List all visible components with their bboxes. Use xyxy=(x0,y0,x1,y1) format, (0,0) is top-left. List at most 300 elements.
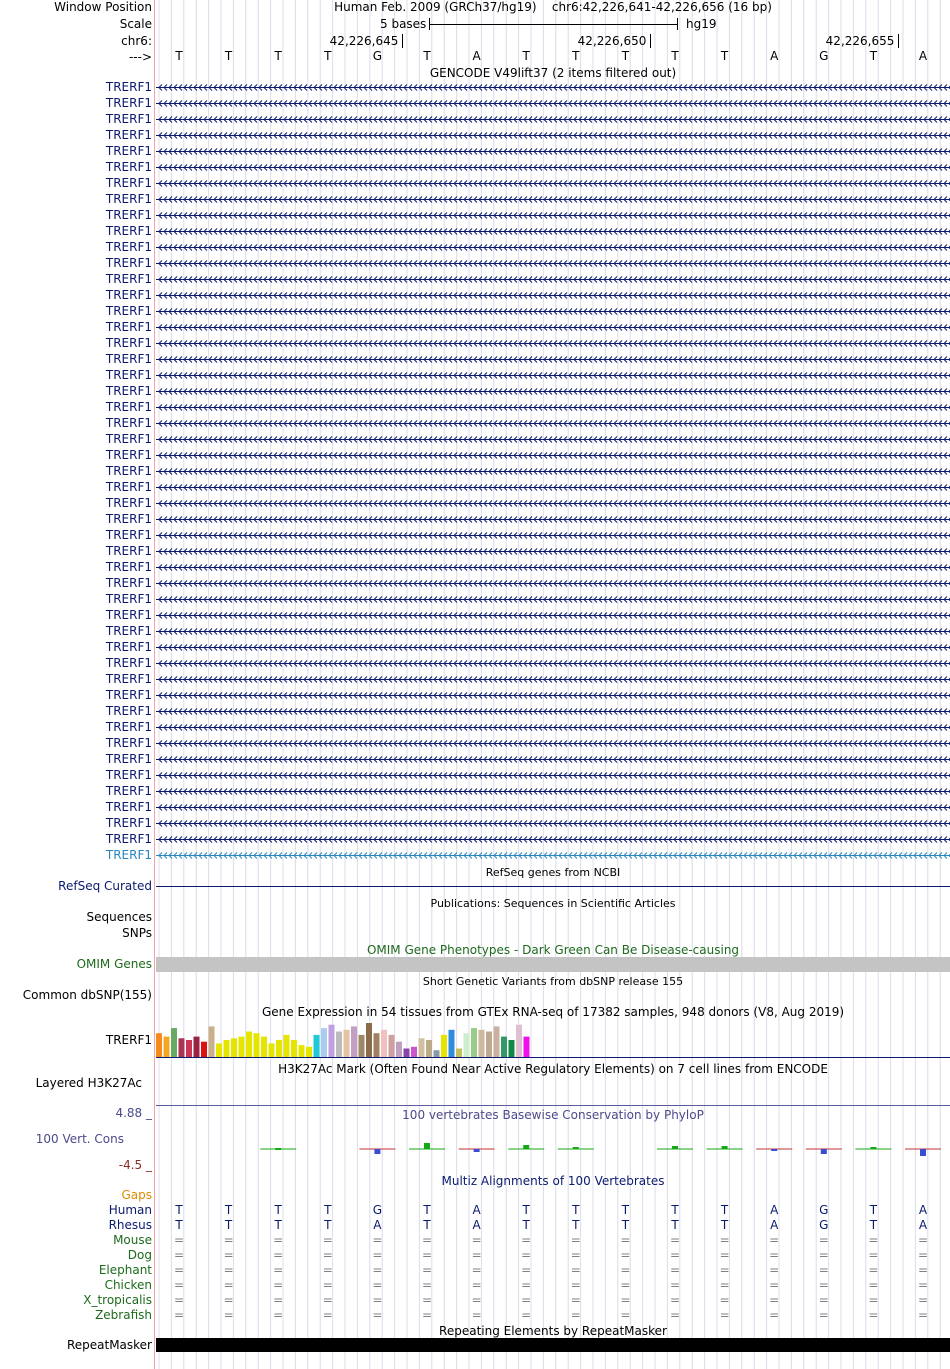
gencode-gene-row[interactable] xyxy=(156,771,950,780)
gencode-gene-row[interactable] xyxy=(156,707,950,716)
gencode-gene-label[interactable]: TRERF1 xyxy=(105,464,152,478)
gencode-gene-row[interactable] xyxy=(156,579,950,588)
gtex-tissue-bar[interactable] xyxy=(291,1040,297,1057)
alignment-base: = xyxy=(471,1278,482,1292)
alignment-base: T xyxy=(175,1218,183,1232)
alignment-base: = xyxy=(273,1278,284,1292)
alignment-base: = xyxy=(769,1263,780,1277)
gtex-tissue-bar[interactable] xyxy=(434,1050,440,1057)
gencode-gene-row[interactable] xyxy=(156,403,950,412)
gencode-gene-label[interactable]: TRERF1 xyxy=(105,528,152,542)
alignment-base: = xyxy=(223,1308,234,1322)
gtex-label[interactable]: TRERF1 xyxy=(105,1033,152,1047)
refseq-track-title: RefSeq genes from NCBI xyxy=(485,866,621,879)
alignment-base: T xyxy=(720,1203,729,1217)
gencode-gene-row[interactable] xyxy=(156,787,950,796)
gencode-gene-row[interactable] xyxy=(156,99,950,108)
scale-label: Scale xyxy=(119,17,152,31)
gencode-gene-label[interactable]: TRERF1 xyxy=(105,608,152,622)
gtex-expression-bars[interactable] xyxy=(156,1020,950,1058)
gencode-gene-row[interactable] xyxy=(156,451,950,460)
species-label[interactable]: Human xyxy=(108,1203,152,1217)
scale-text: 5 bases xyxy=(380,17,427,31)
gtex-tissue-bar[interactable] xyxy=(201,1042,207,1057)
alignment-base: = xyxy=(421,1293,433,1307)
alignment-base: = xyxy=(322,1233,333,1247)
species-label[interactable]: X_tropicalis xyxy=(83,1293,152,1307)
gtex-tissue-bar[interactable] xyxy=(449,1030,455,1057)
gtex-tissue-bar[interactable] xyxy=(186,1040,192,1057)
alignment-base: = xyxy=(917,1248,929,1262)
alignment-base: = xyxy=(818,1263,829,1277)
base-letter: A xyxy=(918,49,928,63)
gtex-tissue-bar[interactable] xyxy=(366,1023,372,1057)
alignment-base: A xyxy=(918,1218,928,1232)
alignment-base: = xyxy=(620,1263,631,1277)
alignment-base: = xyxy=(173,1278,185,1292)
alignment-base: = xyxy=(868,1248,879,1262)
alignment-base: = xyxy=(868,1308,879,1322)
gtex-tissue-bar[interactable] xyxy=(216,1043,222,1057)
gtex-tissue-bar[interactable] xyxy=(179,1038,185,1057)
phylop-track-title: 100 vertebrates Basewise Conservation by PhyloP xyxy=(402,1108,704,1122)
alignment-base: = xyxy=(917,1233,929,1247)
gtex-tissue-bar[interactable] xyxy=(329,1025,335,1057)
alignment-base: = xyxy=(719,1233,730,1247)
gencode-gene-label[interactable]: TRERF1 xyxy=(105,704,152,718)
refseq-gene-line[interactable] xyxy=(156,886,950,887)
phylop-score-mark xyxy=(424,1143,430,1149)
gencode-gene-row[interactable] xyxy=(156,195,950,204)
gtex-tissue-bar[interactable] xyxy=(284,1035,290,1057)
alignment-base: = xyxy=(917,1263,929,1277)
alignment-base: = xyxy=(917,1308,929,1322)
gtex-tissue-bar[interactable] xyxy=(501,1037,507,1057)
omim-label[interactable]: OMIM Genes xyxy=(76,957,152,971)
gencode-gene-row[interactable] xyxy=(156,371,950,380)
coordinate-tick xyxy=(650,34,651,48)
alignment-base: = xyxy=(223,1263,234,1277)
repeatmasker-bar[interactable] xyxy=(156,1338,950,1352)
gencode-gene-label[interactable]: TRERF1 xyxy=(105,784,152,798)
publications-snps-label[interactable]: SNPs xyxy=(122,926,152,940)
gencode-gene-row[interactable] xyxy=(156,755,950,764)
alignment-base: G xyxy=(819,1218,829,1232)
gencode-gene-label[interactable]: TRERF1 xyxy=(105,352,152,366)
alignment-base: = xyxy=(868,1263,879,1277)
alignment-base: = xyxy=(769,1278,780,1292)
alignment-base: = xyxy=(620,1248,631,1262)
alignment-base: = xyxy=(818,1293,829,1307)
gencode-gene-label[interactable]: TRERF1 xyxy=(105,384,152,398)
gencode-gene-row[interactable] xyxy=(156,643,950,652)
base-letter: T xyxy=(274,49,282,63)
gencode-gene-label[interactable]: TRERF1 xyxy=(105,96,152,110)
gencode-gene-row[interactable] xyxy=(156,483,950,492)
gtex-tissue-bar[interactable] xyxy=(404,1049,410,1058)
gencode-gene-row[interactable] xyxy=(156,323,950,332)
alignment-base: = xyxy=(421,1248,433,1262)
gencode-gene-label[interactable]: TRERF1 xyxy=(105,368,152,382)
multiz-track-title: Multiz Alignments of 100 Vertebrates xyxy=(441,1174,665,1188)
alignment-base: = xyxy=(521,1263,532,1277)
gencode-gene-label[interactable]: TRERF1 xyxy=(105,256,152,270)
phylop-score-mark xyxy=(870,1147,876,1149)
gencode-gene-label[interactable]: TRERF1 xyxy=(105,336,152,350)
gtex-tissue-bar[interactable] xyxy=(509,1040,515,1057)
gencode-gene-label[interactable]: TRERF1 xyxy=(105,80,152,94)
phylop-max-label: 4.88 _ xyxy=(115,1106,152,1120)
alignment-base: = xyxy=(173,1233,185,1247)
gencode-gene-row[interactable] xyxy=(156,419,950,428)
gtex-tissue-bar[interactable] xyxy=(171,1028,177,1057)
alignment-base: A xyxy=(472,1203,481,1217)
gencode-gene-row[interactable] xyxy=(156,179,950,188)
gtex-tissue-bar[interactable] xyxy=(426,1040,432,1057)
gtex-tissue-bar[interactable] xyxy=(269,1043,275,1057)
gencode-gene-row[interactable] xyxy=(156,515,950,524)
gtex-tissue-bar[interactable] xyxy=(411,1047,417,1057)
gencode-gene-row[interactable] xyxy=(156,211,950,220)
phylop-conservation-plot[interactable] xyxy=(156,1125,950,1173)
gtex-tissue-bar[interactable] xyxy=(359,1035,365,1057)
gencode-gene-label[interactable]: TRERF1 xyxy=(105,544,152,558)
alignment-base: = xyxy=(273,1248,284,1262)
gencode-gene-label[interactable]: TRERF1 xyxy=(105,144,152,158)
gtex-tissue-bar[interactable] xyxy=(464,1033,470,1057)
gtex-tissue-bar[interactable] xyxy=(486,1032,492,1058)
gencode-gene-label[interactable]: TRERF1 xyxy=(105,592,152,606)
gtex-tissue-bar[interactable] xyxy=(156,1033,162,1057)
gtex-tissue-bar[interactable] xyxy=(209,1026,215,1057)
gencode-gene-row[interactable] xyxy=(156,275,950,284)
gencode-gene-label[interactable]: TRERF1 xyxy=(105,816,152,830)
alignment-base: = xyxy=(570,1293,581,1307)
gtex-tissue-bar[interactable] xyxy=(494,1026,500,1057)
alignment-base: = xyxy=(273,1233,284,1247)
alignment-base: = xyxy=(769,1293,780,1307)
alignment-base: = xyxy=(372,1278,383,1292)
gtex-tissue-bar[interactable] xyxy=(194,1037,200,1057)
species-label[interactable]: Dog xyxy=(127,1248,152,1262)
phylop-score-mark xyxy=(573,1147,579,1149)
alignment-base: A xyxy=(770,1203,779,1217)
gencode-gene-label[interactable]: TRERF1 xyxy=(105,400,152,414)
gencode-gene-row[interactable] xyxy=(156,675,950,684)
alignment-base: = xyxy=(173,1248,185,1262)
gencode-gene-label[interactable]: TRERF1 xyxy=(105,624,152,638)
gencode-gene-row[interactable] xyxy=(156,531,950,540)
gtex-tissue-bar[interactable] xyxy=(381,1030,387,1057)
alignment-base: T xyxy=(671,1218,679,1232)
alignment-base: = xyxy=(421,1278,433,1292)
gtex-tissue-bar[interactable] xyxy=(456,1049,462,1058)
gtex-tissue-bar[interactable] xyxy=(239,1037,245,1057)
alignment-base: = xyxy=(471,1293,482,1307)
alignment-base: G xyxy=(372,1203,383,1217)
gtex-tissue-bar[interactable] xyxy=(419,1038,425,1057)
phylop-score-mark xyxy=(771,1149,777,1151)
gtex-tissue-bar[interactable] xyxy=(524,1037,530,1057)
gencode-gene-row[interactable] xyxy=(156,131,950,140)
species-label[interactable]: Elephant xyxy=(98,1263,152,1277)
repeatmasker-label[interactable]: RepeatMasker xyxy=(66,1338,152,1352)
gtex-tissue-bar[interactable] xyxy=(224,1040,230,1057)
gencode-gene-row[interactable] xyxy=(156,435,950,444)
gencode-gene-label[interactable]: TRERF1 xyxy=(105,848,152,862)
gtex-tissue-bar[interactable] xyxy=(314,1035,320,1057)
alignment-base: = xyxy=(719,1308,730,1322)
gencode-gene-row[interactable] xyxy=(156,467,950,476)
alignment-base: = xyxy=(669,1293,681,1307)
gtex-tissue-bar[interactable] xyxy=(299,1045,305,1057)
gencode-gene-row[interactable] xyxy=(156,387,950,396)
alignment-base: = xyxy=(769,1233,780,1247)
gencode-gene-row[interactable] xyxy=(156,547,950,556)
gencode-gene-row[interactable] xyxy=(156,739,950,748)
gencode-gene-label[interactable]: TRERF1 xyxy=(105,768,152,782)
gencode-gene-row[interactable] xyxy=(156,115,950,124)
alignment-base: = xyxy=(669,1308,681,1322)
gtex-tissue-bar[interactable] xyxy=(479,1030,485,1057)
dbsnp-label[interactable]: Common dbSNP(155) xyxy=(22,988,152,1002)
refseq-label[interactable]: RefSeq Curated xyxy=(58,879,152,893)
gencode-gene-label[interactable]: TRERF1 xyxy=(105,272,152,286)
phylop-score-mark xyxy=(275,1148,281,1150)
gencode-gene-row[interactable] xyxy=(156,595,950,604)
gtex-tissue-bar[interactable] xyxy=(254,1033,260,1057)
gtex-tissue-bar[interactable] xyxy=(321,1028,327,1057)
base-letter: T xyxy=(572,49,580,63)
base-letter: T xyxy=(869,49,878,63)
alignment-base: = xyxy=(669,1233,681,1247)
gtex-tissue-bar[interactable] xyxy=(164,1037,170,1057)
species-label[interactable]: Rhesus xyxy=(108,1218,152,1232)
alignment-base: = xyxy=(372,1233,383,1247)
gencode-gene-row[interactable] xyxy=(156,259,950,268)
gencode-gene-label[interactable]: TRERF1 xyxy=(105,656,152,670)
alignment-base: = xyxy=(917,1293,929,1307)
gencode-gene-label[interactable]: TRERF1 xyxy=(105,112,152,126)
gencode-gene-row[interactable] xyxy=(156,803,950,812)
gencode-gene-label[interactable]: TRERF1 xyxy=(105,688,152,702)
gencode-gene-label[interactable]: TRERF1 xyxy=(105,128,152,142)
alignment-base: = xyxy=(223,1293,234,1307)
alignment-base: = xyxy=(669,1263,681,1277)
gtex-tissue-bar[interactable] xyxy=(516,1025,522,1057)
strand-label: ---> xyxy=(128,50,152,64)
position-header xyxy=(156,0,950,14)
gencode-gene-label[interactable]: TRERF1 xyxy=(105,320,152,334)
alignment-base: T xyxy=(671,1203,679,1217)
alignment-base: T xyxy=(423,1218,431,1232)
species-label[interactable]: Chicken xyxy=(104,1278,152,1292)
gencode-gene-label[interactable]: TRERF1 xyxy=(105,480,152,494)
alignment-base: = xyxy=(322,1278,333,1292)
gtex-tissue-bar[interactable] xyxy=(344,1030,350,1057)
alignment-base: = xyxy=(273,1308,284,1322)
alignment-base: = xyxy=(719,1278,730,1292)
alignment-base: = xyxy=(173,1293,185,1307)
gencode-gene-label[interactable]: TRERF1 xyxy=(105,208,152,222)
alignment-base: = xyxy=(223,1248,234,1262)
alignment-base: = xyxy=(620,1293,631,1307)
gencode-gene-label[interactable]: TRERF1 xyxy=(105,416,152,430)
gencode-gene-label[interactable]: TRERF1 xyxy=(105,832,152,846)
gencode-gene-row[interactable] xyxy=(156,819,950,828)
base-letter: T xyxy=(720,49,729,63)
gencode-gene-row[interactable] xyxy=(156,659,950,668)
omim-bar[interactable] xyxy=(156,957,950,972)
base-letter: T xyxy=(324,49,332,63)
gencode-gene-row[interactable] xyxy=(156,627,950,636)
gencode-gene-row[interactable] xyxy=(156,307,950,316)
alignment-base: T xyxy=(621,1218,630,1232)
alignment-base: T xyxy=(423,1203,431,1217)
base-letter: G xyxy=(372,49,383,63)
label-separator xyxy=(154,0,155,1369)
alignment-base: T xyxy=(572,1203,580,1217)
gencode-gene-row[interactable] xyxy=(156,723,950,732)
gtex-tissue-bar[interactable] xyxy=(389,1035,395,1057)
gencode-gene-label[interactable]: TRERF1 xyxy=(105,192,152,206)
gencode-gene-label[interactable]: TRERF1 xyxy=(105,288,152,302)
gencode-gene-row[interactable] xyxy=(156,835,950,844)
gencode-gene-label[interactable]: TRERF1 xyxy=(105,176,152,190)
alignment-base: = xyxy=(521,1293,532,1307)
alignment-base: A xyxy=(918,1203,928,1217)
coordinate-tick xyxy=(402,34,403,48)
gencode-gene-row[interactable] xyxy=(156,691,950,700)
gencode-gene-label[interactable]: TRERF1 xyxy=(105,560,152,574)
gencode-gene-row[interactable] xyxy=(156,227,950,236)
alignment-base: = xyxy=(273,1263,284,1277)
scale-bar-right-tick xyxy=(677,18,678,30)
coordinate-tick xyxy=(898,34,899,48)
alignment-base: = xyxy=(620,1308,631,1322)
phylop-score-mark xyxy=(920,1149,926,1156)
scale-bar xyxy=(429,24,678,25)
phylop-score-mark xyxy=(474,1149,480,1152)
alignment-base: = xyxy=(372,1308,383,1322)
alignment-base: = xyxy=(273,1293,284,1307)
base-letter: T xyxy=(423,49,431,63)
gtex-tissue-bar[interactable] xyxy=(276,1040,282,1057)
gtex-tissue-bar[interactable] xyxy=(351,1026,357,1057)
base-letter: T xyxy=(522,49,530,63)
base-letter: G xyxy=(819,49,829,63)
gencode-gene-label[interactable]: TRERF1 xyxy=(105,304,152,318)
alignment-base: = xyxy=(471,1233,482,1247)
gencode-gene-label[interactable]: TRERF1 xyxy=(105,576,152,590)
gtex-tissue-bar[interactable] xyxy=(441,1035,447,1057)
alignment-base: = xyxy=(471,1248,482,1262)
gtex-tissue-bar[interactable] xyxy=(231,1038,237,1057)
species-label[interactable]: Mouse xyxy=(113,1233,152,1247)
alignment-base: = xyxy=(620,1278,631,1292)
h3k27ac-baseline xyxy=(156,1105,950,1106)
alignment-base: A xyxy=(472,1218,481,1232)
multiz-gaps-label[interactable]: Gaps xyxy=(121,1188,152,1202)
alignment-base: = xyxy=(669,1248,681,1262)
species-label[interactable]: Zebrafish xyxy=(95,1308,152,1322)
dbsnp-track-title: Short Genetic Variants from dbSNP release 155 xyxy=(422,975,684,988)
alignment-base: = xyxy=(521,1278,532,1292)
gencode-gene-label[interactable]: TRERF1 xyxy=(105,240,152,254)
gencode-gene-label[interactable]: TRERF1 xyxy=(105,224,152,238)
gtex-tissue-bar[interactable] xyxy=(471,1028,477,1057)
alignment-base: = xyxy=(173,1308,185,1322)
gtex-tissue-bar[interactable] xyxy=(306,1047,312,1057)
gencode-gene-label[interactable]: TRERF1 xyxy=(105,432,152,446)
alignment-base: T xyxy=(274,1218,282,1232)
gencode-gene-label[interactable]: TRERF1 xyxy=(105,496,152,510)
phylop-label[interactable]: 100 Vert. Cons xyxy=(35,1132,124,1146)
gencode-gene-row[interactable] xyxy=(156,83,950,92)
gtex-tissue-bar[interactable] xyxy=(246,1032,252,1058)
alignment-base: = xyxy=(521,1308,532,1322)
gencode-gene-label[interactable]: TRERF1 xyxy=(105,512,152,526)
alignment-base: = xyxy=(372,1293,383,1307)
alignment-base: = xyxy=(421,1263,433,1277)
gencode-gene-row[interactable] xyxy=(156,499,950,508)
chr-label: chr6: xyxy=(121,34,152,48)
base-letter: T xyxy=(621,49,630,63)
gencode-gene-row[interactable] xyxy=(156,147,950,156)
publications-track-title: Publications: Sequences in Scientific Articles xyxy=(430,897,676,910)
alignment-base: T xyxy=(621,1203,630,1217)
publications-sequences-label[interactable]: Sequences xyxy=(86,910,152,924)
gencode-gene-row[interactable] xyxy=(156,339,950,348)
gtex-tissue-bar[interactable] xyxy=(261,1037,267,1057)
alignment-base: T xyxy=(869,1203,878,1217)
gencode-gene-label[interactable]: TRERF1 xyxy=(105,640,152,654)
gencode-gene-row[interactable] xyxy=(156,243,950,252)
gencode-gene-row[interactable] xyxy=(156,355,950,364)
gencode-track-title: GENCODE V49lift37 (2 items filtered out) xyxy=(429,66,677,80)
gencode-gene-label[interactable]: TRERF1 xyxy=(105,160,152,174)
gencode-gene-row[interactable] xyxy=(156,563,950,572)
alignment-base: = xyxy=(868,1293,879,1307)
alignment-base: = xyxy=(322,1293,333,1307)
gencode-gene-label[interactable]: TRERF1 xyxy=(105,752,152,766)
gencode-gene-row[interactable] xyxy=(156,291,950,300)
gencode-gene-row[interactable] xyxy=(156,851,950,860)
alignment-base: = xyxy=(471,1308,482,1322)
gencode-gene-label[interactable]: TRERF1 xyxy=(105,672,152,686)
h3k27ac-label[interactable]: Layered H3K27Ac xyxy=(35,1076,142,1090)
phylop-score-mark xyxy=(722,1146,728,1149)
gtex-tissue-bar[interactable] xyxy=(396,1042,402,1057)
gtex-tissue-bar[interactable] xyxy=(336,1032,342,1058)
gencode-gene-label[interactable]: TRERF1 xyxy=(105,736,152,750)
base-letter: A xyxy=(770,49,779,63)
base-letter: T xyxy=(175,49,183,63)
gtex-tissue-bar[interactable] xyxy=(374,1033,380,1057)
gencode-gene-row[interactable] xyxy=(156,611,950,620)
gencode-gene-label[interactable]: TRERF1 xyxy=(105,448,152,462)
gencode-gene-label[interactable]: TRERF1 xyxy=(105,720,152,734)
alignment-base: = xyxy=(322,1308,333,1322)
alignment-base: G xyxy=(819,1203,829,1217)
alignment-base: T xyxy=(720,1218,729,1232)
gencode-gene-label[interactable]: TRERF1 xyxy=(105,800,152,814)
alignment-base: T xyxy=(324,1218,332,1232)
phylop-score-mark xyxy=(672,1146,678,1149)
alignment-base: = xyxy=(818,1308,829,1322)
alignment-base: = xyxy=(669,1278,681,1292)
gencode-gene-row[interactable] xyxy=(156,163,950,172)
